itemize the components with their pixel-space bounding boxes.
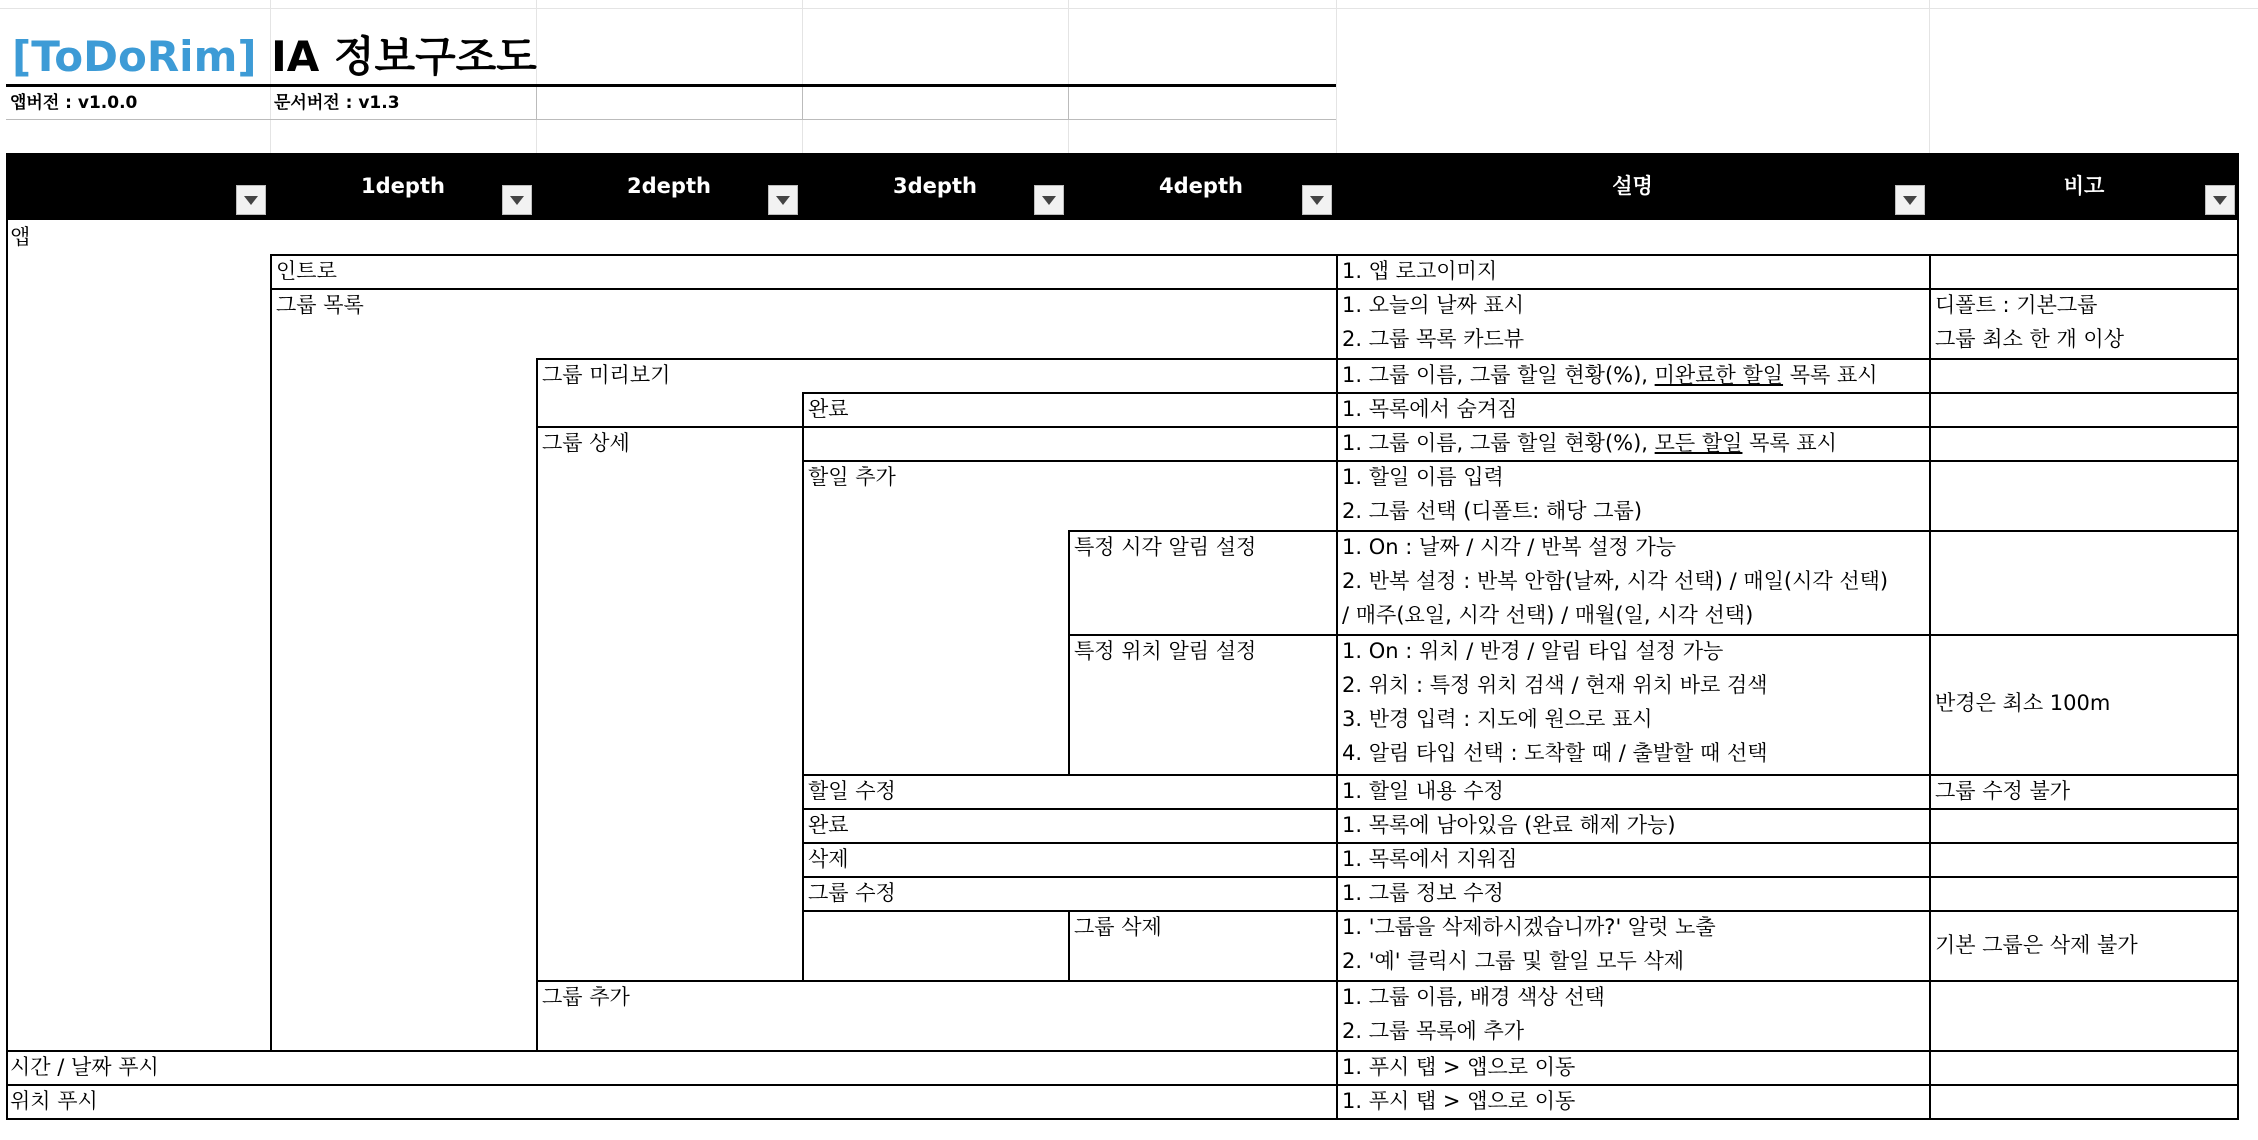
column-header-3depth: 3depth [893,174,977,198]
row-border [802,842,2239,844]
description-cell[interactable]: 1. 푸시 탭 > 앱으로 이동 [1342,1089,1576,1113]
description-text: 목록 표시 [1742,431,1837,455]
filter-dropdown-icon[interactable] [2205,185,2235,215]
column-border [270,254,272,1050]
note-cell[interactable]: 기본 그룹은 삭제 불가 [1935,933,2138,957]
column-border [1929,254,1931,1120]
description-cell[interactable]: 1. '그룹을 삭제하시겠습니까?' 알럿 노출 [1342,915,1716,939]
description-cell[interactable]: 1. 할일 내용 수정 [1342,779,1504,803]
column-border [1068,910,1070,980]
description-cell[interactable] [1336,358,1878,392]
cell-border [6,119,1336,120]
sheet-gridline [802,0,803,153]
column-header-description: 설명 [1612,174,1653,198]
row-border [802,774,2239,776]
cell-border [1068,87,1069,119]
page-title [12,26,537,88]
description-text: 1. 그룹 이름, 그룹 할일 현황(%), [1342,363,1655,387]
filter-dropdown-icon[interactable] [1895,185,1925,215]
description-cell[interactable]: 1. 목록에서 지워짐 [1342,847,1518,871]
tree-node-detail-done[interactable]: 완료 [808,813,849,837]
tree-node-delete[interactable]: 삭제 [808,847,849,871]
description-cell[interactable]: 1. 앱 로고이미지 [1342,259,1498,283]
description-cell[interactable]: 1. On : 날짜 / 시각 / 반복 설정 가능 [1342,535,1677,559]
row-border [1068,530,2239,532]
column-border [1336,254,1338,1120]
underlined-text: 미완료한 할일 [1654,363,1784,387]
row-border [802,392,2239,394]
column-header-note: 비고 [2063,174,2105,198]
row-border [536,426,2239,428]
description-text: 목록 표시 [1783,363,1878,387]
app-version-cell[interactable]: 앱버전 : v1.0.0 [10,93,138,113]
tree-node-edit-todo[interactable]: 할일 수정 [808,779,896,803]
description-cell[interactable]: 1. 그룹 정보 수정 [1342,881,1504,905]
sheet-gridline [1068,0,1069,153]
sheet-gridline [1929,0,1930,153]
tree-node-group-detail[interactable]: 그룹 상세 [542,431,630,455]
document-title: IA 정보구조도 [271,32,537,81]
tree-node-location-alarm[interactable]: 특정 위치 알림 설정 [1074,639,1257,663]
column-border [2237,220,2239,1120]
description-cell[interactable]: 1. 오늘의 날짜 표시 [1342,293,1525,317]
filter-dropdown-icon[interactable] [1034,185,1064,215]
row-border [536,358,2239,360]
description-cell[interactable]: 1. 푸시 탭 > 앱으로 이동 [1342,1055,1576,1079]
description-cell[interactable]: 2. 반복 설정 : 반복 안함(날짜, 시각 선택) / 매일(시각 선택) [1342,569,1889,593]
row-border [270,254,2239,256]
column-border [802,392,804,980]
sheet-gridline [1336,0,1337,153]
row-border [802,460,2239,462]
row-border [6,1050,2239,1052]
description-cell[interactable]: 2. 그룹 목록에 추가 [1342,1019,1525,1043]
row-border [802,808,2239,810]
underlined-text: 모든 할일 [1654,431,1743,455]
row-border [6,1084,2239,1086]
row-border [270,288,2239,290]
description-cell[interactable]: 3. 반경 입력 : 지도에 원으로 표시 [1342,707,1653,731]
note-cell[interactable]: 그룹 최소 한 개 이상 [1935,327,2124,351]
description-cell[interactable]: 2. 그룹 목록 카드뷰 [1342,327,1525,351]
description-text: 1. 그룹 이름, 그룹 할일 현황(%), [1342,431,1655,455]
filter-dropdown-icon[interactable] [1302,185,1332,215]
description-cell[interactable] [1336,426,1837,460]
filter-dropdown-icon[interactable] [768,185,798,215]
note-cell[interactable]: 반경은 최소 100m [1935,691,2111,715]
column-header-2depth: 2depth [627,174,711,198]
tree-node-app[interactable]: 앱 [10,225,31,249]
column-border [1068,530,1070,774]
description-cell[interactable]: 2. '예' 클릭시 그룹 및 할일 모두 삭제 [1342,949,1685,973]
tree-node-preview-done[interactable]: 완료 [808,397,849,421]
tree-node-add-group[interactable]: 그룹 추가 [542,985,630,1009]
column-header-4depth: 4depth [1159,174,1243,198]
tree-node-time-alarm[interactable]: 특정 시각 알림 설정 [1074,535,1257,559]
cell-border [802,87,803,119]
filter-dropdown-icon[interactable] [236,185,266,215]
note-cell[interactable]: 그룹 수정 불가 [1935,779,2071,803]
description-cell[interactable]: 4. 알림 타입 선택 : 도착할 때 / 출발할 때 선택 [1342,741,1768,765]
row-border [802,876,2239,878]
tree-node-add-todo[interactable]: 할일 추가 [808,465,896,489]
row-border [1068,634,2239,636]
row-border [802,910,2239,912]
tree-node-delete-group[interactable]: 그룹 삭제 [1074,915,1162,939]
tree-node-group-preview[interactable]: 그룹 미리보기 [542,363,671,387]
row-border [6,1118,2239,1120]
tree-node-intro[interactable]: 인트로 [276,259,337,283]
description-cell[interactable]: 1. 목록에서 숨겨짐 [1342,397,1518,421]
column-header-1depth: 1depth [361,174,445,198]
description-cell[interactable]: 1. 그룹 이름, 배경 색상 선택 [1342,985,1605,1009]
description-cell[interactable]: 2. 그룹 선택 (디폴트: 해당 그룹) [1342,499,1643,523]
tree-node-time-push[interactable]: 시간 / 날짜 푸시 [10,1055,159,1079]
tree-node-location-push[interactable]: 위치 푸시 [10,1089,98,1113]
cell-border [536,87,537,119]
description-cell[interactable]: 1. 할일 이름 입력 [1342,465,1504,489]
description-cell[interactable]: / 매주(요일, 시각 선택) / 매월(일, 시각 선택) [1342,603,1754,627]
row-border [536,980,2239,982]
sheet-gridline [0,8,2258,9]
filter-dropdown-icon[interactable] [502,185,532,215]
column-border [536,358,538,1050]
description-cell[interactable]: 1. On : 위치 / 반경 / 알림 타입 설정 가능 [1342,639,1724,663]
tree-node-edit-group[interactable]: 그룹 수정 [808,881,896,905]
note-cell[interactable]: 디폴트 : 기본그룹 [1935,293,2098,317]
column-border [6,220,8,1120]
description-cell[interactable]: 2. 위치 : 특정 위치 검색 / 현재 위치 바로 검색 [1342,673,1768,697]
brand-name: [ToDoRim] [12,32,257,81]
doc-version-cell[interactable]: 문서버전 : v1.3 [274,93,400,113]
tree-node-group-list[interactable]: 그룹 목록 [276,293,364,317]
description-cell[interactable]: 1. 목록에 남아있음 (완료 해제 가능) [1342,813,1676,837]
